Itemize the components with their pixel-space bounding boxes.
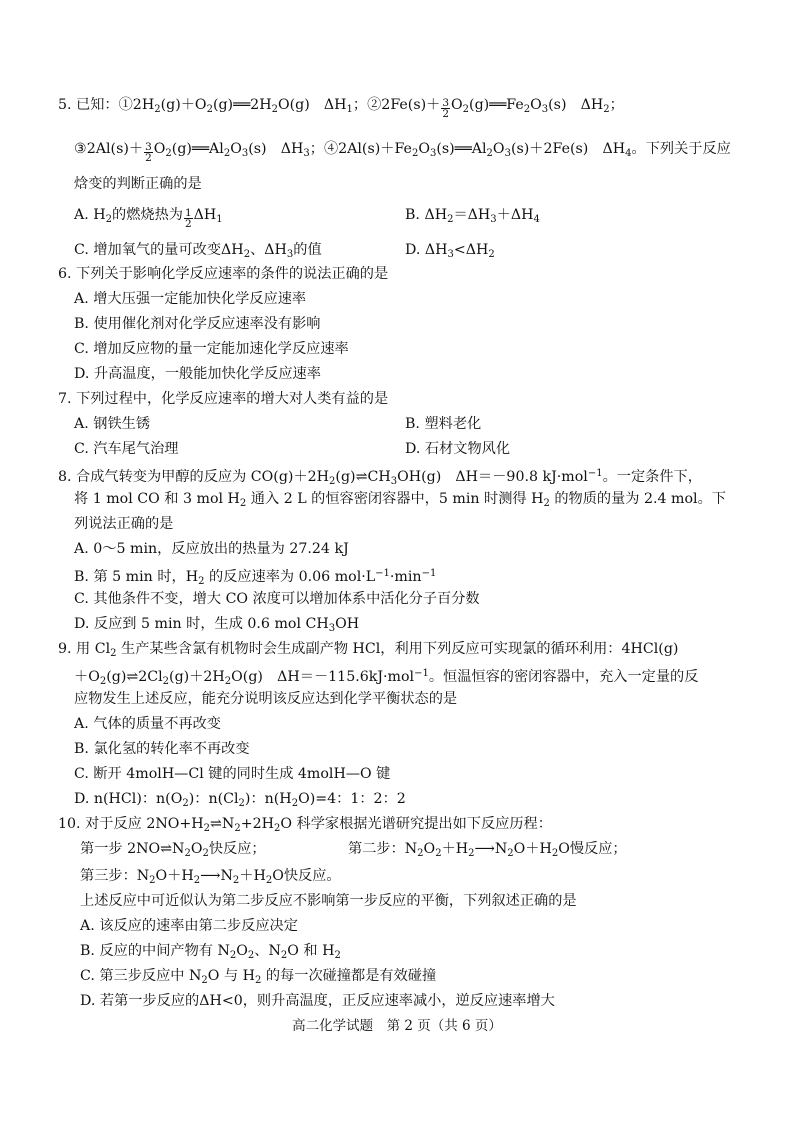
q10-step2: 第二步：$N_2O_2+H_2⟶N_2O+H_2O$慢反应； — [348, 841, 627, 859]
q5-option-a: A. $H_2$的燃烧热为 $\frac{1}{2}$ $\Delta H_1$ — [74, 207, 223, 230]
q8-line3: 列说法正确的是 — [74, 516, 174, 532]
q10-option-a: A. 该反应的速率由第二步反应决定 — [80, 918, 298, 934]
q10-line5: 上述反应中可近似认为第二步反应不影响第一步反应的平衡，下列叙述正确的是 — [80, 893, 577, 909]
q8-option-b: B. 第 5 min 时，$H_2$ 的反应速率为 0.06 $mol\cdot L^{-1}\cdot\min^{-1}$ — [74, 568, 437, 587]
q10-option-c: C. 第三步反应中 $N_2O$ 与 $H_2$ 的每一次碰撞都是有效碰撞 — [80, 968, 437, 986]
fraction-1-2: $\frac{1}{2}$ — [184, 207, 192, 230]
q5-option-b: B. $\Delta H_2=\Delta H_3+\Delta H_4$ — [405, 207, 540, 225]
q10-step3: 第三步：$N_2O+H_2⟶N_2+H_2O$快反应。 — [80, 868, 341, 886]
q7-stem: 7. 下列过程中，化学反应速率的增大对人类有益的是 — [58, 391, 389, 407]
q7-option-c: C. 汽车尾气治理 — [74, 441, 179, 457]
q5-option-d: D. $\Delta H_3<\Delta H_2$ — [405, 242, 495, 260]
q10-option-d: D. 若第一步反应的ΔH<0，则升高温度，正反应速率减小，逆反应速率增大 — [80, 993, 555, 1009]
fraction-3-2: $\frac{3}{2}$ — [145, 141, 152, 164]
q5-option-c: C. 增加氧气的量可改变$\Delta H_2$、$\Delta H_3$的值 — [74, 242, 322, 260]
q6-stem: 6. 下列关于影响化学反应速率的条件的说法正确的是 — [58, 266, 389, 282]
q10-option-b: B. 反应的中间产物有 $N_2O_2$、$N_2O$ 和 $H_2$ — [80, 943, 341, 961]
q9-line1: 9. 用 $Cl_2$ 生产某些含氯有机物时会生成副产物 HCl，利用下列反应可实现氯的循环利用：4HCl(g) — [58, 641, 679, 659]
q5-line2: ③2Al(s)＋ $\frac{3}{2}$ $O_2(g)══Al_2O_3(s)$ $\Delta H_3$；$④2Al(s)+Fe_2O_3(s)══Al_2O_3(s)+2Fe(s)$ $\Delta H_4$。下列关于反应 — [74, 141, 731, 164]
q6-option-b: B. 使用催化剂对化学反应速率没有影响 — [74, 316, 321, 332]
q9-option-d: D. n(HCl)：$n(O_2)$：$n(Cl_2)$：$n(H_2O)=4$：1：2：2 — [74, 791, 406, 809]
q7-option-a: A. 钢铁生锈 — [74, 416, 151, 432]
q8-option-d: D. 反应到 5 min 时，生成 0.6 mol $CH_3OH$ — [74, 616, 360, 634]
q9-option-c: C. 断开 4molH—Cl 键的同时生成 4molH—O 键 — [74, 766, 391, 782]
q9-line3: 应物发生上述反应，能充分说明该反应达到化学平衡状态的是 — [74, 691, 458, 707]
q7-option-b: B. 塑料老化 — [405, 416, 482, 432]
q5-line3: 焓变的判断正确的是 — [74, 176, 202, 192]
q10-step1: 第一步 $2NO\rightleftharpoons N_2O_2$快反应； — [80, 841, 266, 859]
q6-option-d: D. 升高温度，一般能加快化学反应速率 — [74, 366, 321, 382]
q9-option-a: A. 气体的质量不再改变 — [74, 716, 221, 732]
q9-option-b: B. 氯化氢的转化率不再改变 — [74, 741, 250, 757]
page-footer: 高二化学试题 第 2 页（共 6 页） — [292, 1018, 502, 1034]
q10-line1: 10. 对于反应 $2NO+H_2\rightleftharpoons N_2+2H_2O$ 科学家根据光谱研究提出如下反应历程： — [58, 816, 552, 834]
q6-option-c: C. 增加反应物的量一定能加速化学反应速率 — [74, 341, 349, 357]
fraction-3-2: $\frac{3}{2}$ — [442, 97, 450, 120]
q8-option-a: A. 0～5 min，反应放出的热量为 27.24 kJ — [74, 541, 349, 557]
q8-line1: 8. 合成气转变为甲醇的反应为 $CO(g)+2H_2(g)\rightleftharpoons CH_3OH(g)$ ΔH＝－90.8 kJ·mol$^{-1}$。一定条件下， — [58, 468, 702, 487]
q6-option-a: A. 增大压强一定能加快化学反应速率 — [74, 291, 307, 307]
q7-option-d: D. 石材文物风化 — [405, 441, 511, 457]
q8-option-c: C. 其他条件不变，增大 CO 浓度可以增加体系中活化分子百分数 — [74, 591, 480, 607]
q5-line1: 5. 已知：$①2H_2(g)+O_2(g)══2H_2O(g)$ $\Delta H_1$；②2Fe(s)＋ $\frac{3}{2}$ $O_2(g)══Fe_2O_3(s)$ $\Delta H_2$； — [58, 97, 624, 120]
q8-line2: 将 1 mol CO 和 3 mol $H_2$ 通入 2 L 的恒容密闭容器中，5 min 时测得 $H_2$ 的物质的量为 2.4 mol。下 — [74, 491, 726, 509]
q9-line2: $+O_2(g)\rightleftharpoons 2Cl_2(g)+2H_2O(g)$ ΔH＝－115.6kJ·mol$^{-1}$。恒温恒容的密闭容器中，充入一定量的反 — [74, 668, 699, 687]
